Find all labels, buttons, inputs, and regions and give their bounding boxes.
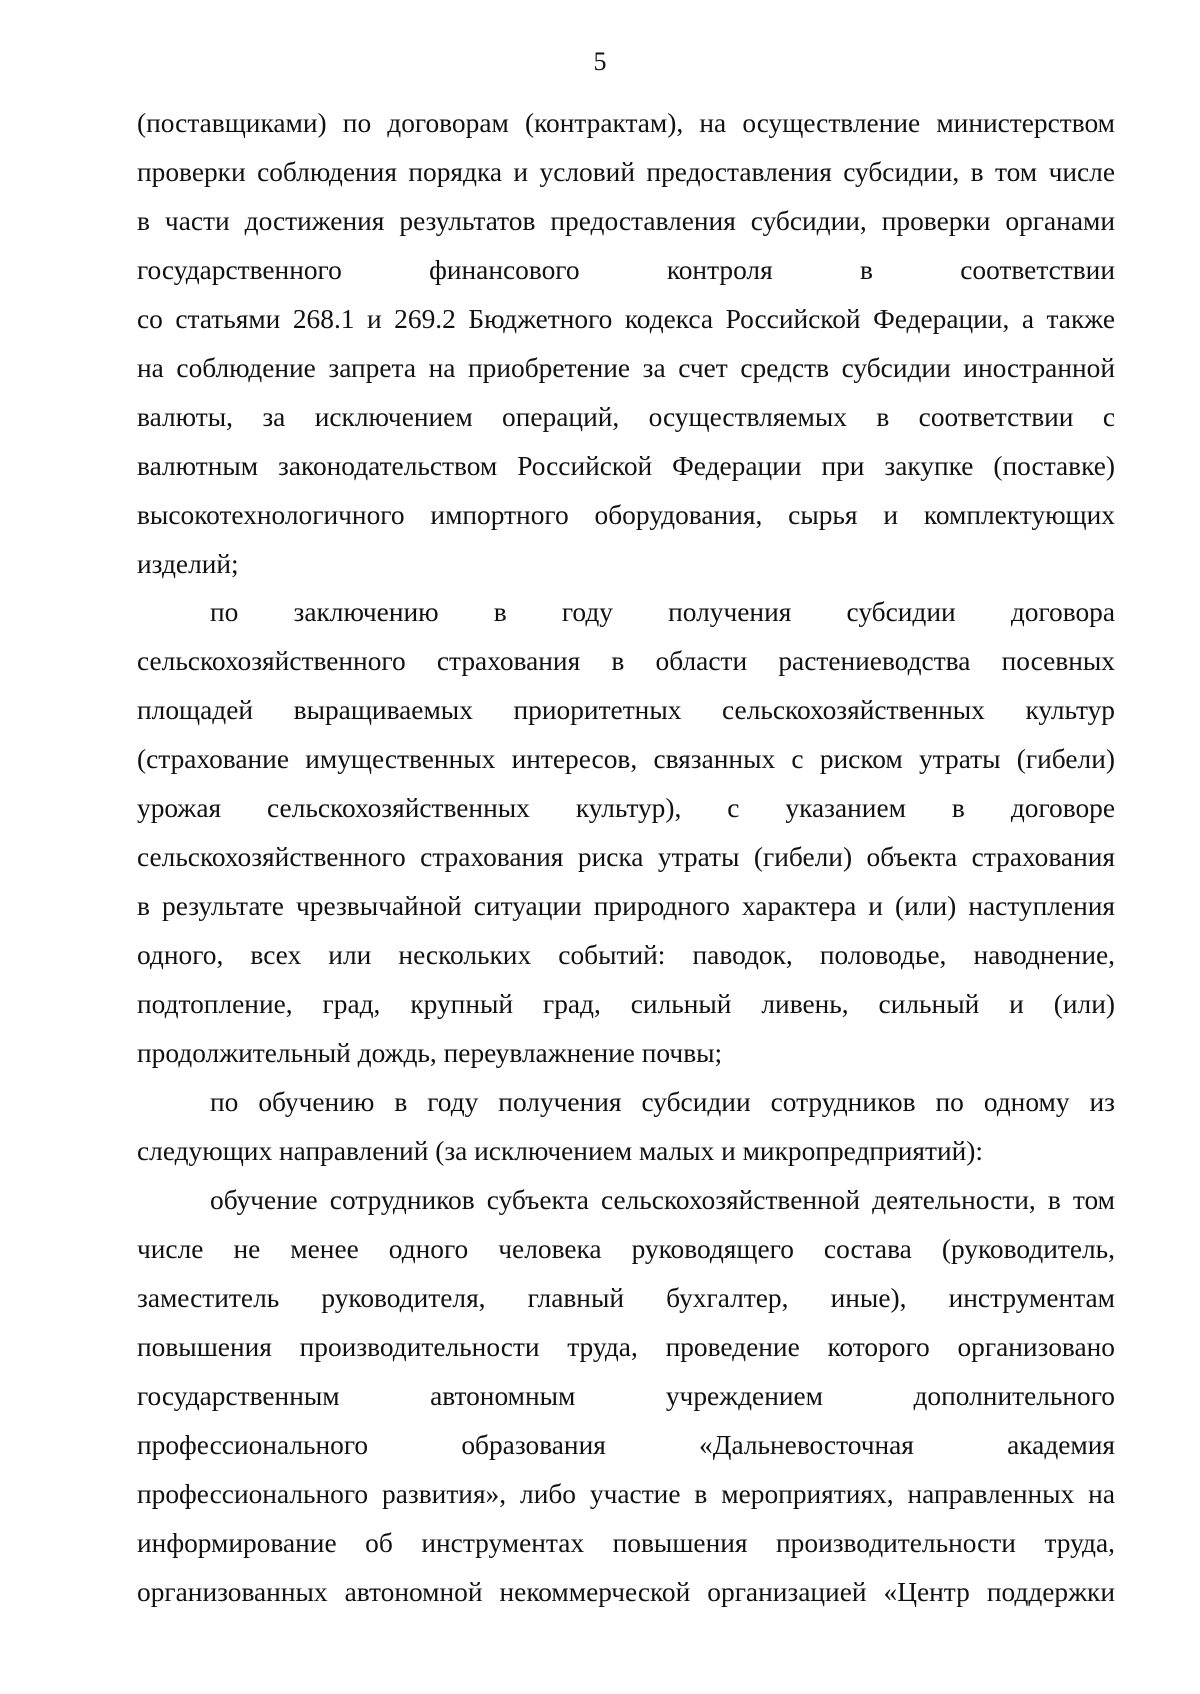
text-line: государственного финансового контроля в соответствии bbox=[137, 255, 1115, 285]
text-line: урожая сельскохозяйственных культур), с указанием в договоре bbox=[137, 793, 1115, 823]
paragraph-insurance bbox=[137, 588, 1115, 1078]
paragraph-training-intro bbox=[137, 1078, 1115, 1176]
text-line: организованных автономной некоммерческой организацией «Центр поддержки bbox=[137, 1577, 1115, 1607]
text-line: валютным законодательством Российской Федерации при закупке (поставке) bbox=[137, 451, 1115, 481]
text-line: в части достижения результатов предоставления субсидии, проверки органами bbox=[137, 206, 1115, 236]
text-line: одного, всех или нескольких событий: паводок, половодье, наводнение, bbox=[137, 940, 1115, 970]
text-line: следующих направлений (за исключением малых и микропредприятий): bbox=[137, 1136, 984, 1166]
paragraph-reporting-obligations bbox=[137, 99, 1115, 589]
text-line: числе не менее одного человека руководящего состава (руководитель, bbox=[137, 1234, 1115, 1264]
text-line: обучение сотрудников субъекта сельскохозяйственной деятельности, в том bbox=[210, 1185, 1115, 1215]
text-line: подтопление, град, крупный град, сильный ливень, сильный и (или) bbox=[137, 989, 1115, 1019]
text-line: (страхование имущественных интересов, связанных с риском утраты (гибели) bbox=[137, 744, 1115, 774]
text-line: со статьями 268.1 и 269.2 Бюджетного кодекса Российской Федерации, а также bbox=[137, 304, 1115, 334]
text-line: валюты, за исключением операций, осуществляемых в соответствии с bbox=[137, 402, 1115, 432]
text-line: высокотехнологичного импортного оборудования, сырья и комплектующих bbox=[137, 500, 1115, 530]
text-line: профессионального развития», либо участие в мероприятиях, направленных на bbox=[137, 1479, 1115, 1509]
text-line: сельскохозяйственного страхования риска утраты (гибели) объекта страхования bbox=[137, 842, 1115, 872]
text-line: на соблюдение запрета на приобретение за счет средств субсидии иностранной bbox=[137, 353, 1115, 383]
text-line: информирование об инструментах повышения производительности труда, bbox=[137, 1528, 1115, 1558]
text-line: профессионального образования «Дальневосточная академия bbox=[137, 1430, 1115, 1460]
text-line: сельскохозяйственного страхования в области растениеводства посевных bbox=[137, 646, 1115, 676]
paragraph-training-details bbox=[137, 1176, 1115, 1617]
text-line: изделий; bbox=[137, 549, 239, 579]
text-line: в результате чрезвычайной ситуации природного характера и (или) наступления bbox=[137, 891, 1115, 921]
text-line: повышения производительности труда, проведение которого организовано bbox=[137, 1332, 1115, 1362]
text-line: по заключению в году получения субсидии договора bbox=[210, 597, 1115, 627]
text-line: (поставщиками) по договорам (контрактам), на осуществление министерством bbox=[137, 108, 1115, 138]
text-line: продолжительный дождь, переувлажнение почвы; bbox=[137, 1038, 723, 1068]
text-line: по обучению в году получения субсидии сотрудников по одному из bbox=[210, 1087, 1115, 1117]
text-line: заместитель руководителя, главный бухгалтер, иные), инструментам bbox=[137, 1283, 1115, 1313]
page-number: 5 bbox=[593, 47, 607, 76]
text-line: проверки соблюдения порядка и условий предоставления субсидии, в том числе bbox=[137, 157, 1115, 187]
text-line: площадей выращиваемых приоритетных сельскохозяйственных культур bbox=[137, 695, 1115, 725]
text-line: государственным автономным учреждением дополнительного bbox=[137, 1381, 1115, 1411]
